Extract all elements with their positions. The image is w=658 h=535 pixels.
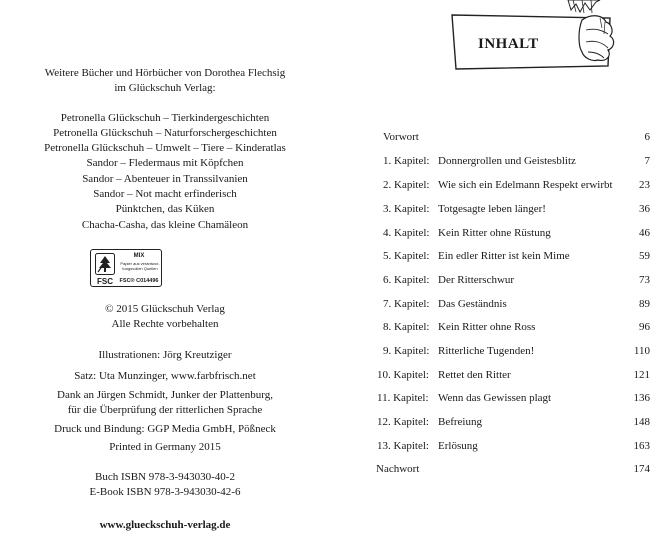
toc-row[interactable] <box>330 319 650 335</box>
toc-chapter: 6. Kapitel: <box>383 274 430 286</box>
book-title: Sandor – Fledermaus mit Köpfchen <box>86 157 244 169</box>
toc-chapter: 4. Kapitel: <box>383 227 430 239</box>
toc-page: 59 <box>639 250 650 262</box>
toc-chapter: 12. Kapitel: <box>377 416 429 428</box>
toc-page: 163 <box>633 440 650 452</box>
toc-title: Rettet den Ritter <box>438 369 511 381</box>
credit-line: Dank an Jürgen Schmidt, Junker der Plattenburg, <box>57 389 273 401</box>
isbn-line: Buch ISBN 978-3-943030-40-2 <box>95 471 235 483</box>
toc-row[interactable] <box>330 225 650 241</box>
toc-page: 174 <box>633 463 650 475</box>
toc-chapter: 7. Kapitel: <box>383 298 430 310</box>
copyright-line: © 2015 Glückschuh Verlag <box>105 303 225 315</box>
toc-title: Ritterliche Tugenden! <box>438 345 535 357</box>
toc-chapter: 11. Kapitel: <box>377 392 429 404</box>
fsc-text-line: tungsvollen Quellen <box>122 266 158 271</box>
credit-line: Illustrationen: Jörg Kreutziger <box>98 349 232 361</box>
credit-line: für die Überprüfung der ritterlichen Sprache <box>67 404 263 416</box>
book-title: Sandor – Not macht erfinderisch <box>93 188 237 200</box>
toc-title: Vorwort <box>383 131 419 143</box>
toc-title: Nachwort <box>376 463 420 475</box>
toc-page: 148 <box>633 416 650 428</box>
toc-row[interactable] <box>330 390 650 406</box>
toc-row[interactable] <box>330 414 650 430</box>
isbn-line: E-Book ISBN 978-3-943030-42-6 <box>89 486 241 498</box>
toc-title: Totgesagte leben länger! <box>438 203 546 215</box>
toc-chapter: 3. Kapitel: <box>383 203 430 215</box>
toc-title: Kein Ritter ohne Rüstung <box>438 227 551 239</box>
fsc-text-line: Papier aus verantwor- <box>120 261 160 266</box>
book-title: Petronella Glückschuh – Naturforschergeschichten <box>53 127 277 139</box>
website-link[interactable]: www.glueckschuh-verlag.de <box>99 519 231 531</box>
book-title: Petronella Glückschuh – Umwelt – Tiere – Kinderatlas <box>44 142 286 154</box>
toc-row[interactable] <box>330 248 650 264</box>
right-page <box>330 0 658 535</box>
book-title: Petronella Glückschuh – Tierkindergeschichten <box>60 112 270 124</box>
fsc-code: FSC® C014496 <box>119 278 159 284</box>
toc-page: 46 <box>639 227 650 239</box>
toc-row[interactable] <box>330 296 650 312</box>
toc-title: Wenn das Gewissen plagt <box>438 392 552 404</box>
toc-row[interactable] <box>330 272 650 288</box>
toc-title: Der Ritterschwur <box>438 274 515 286</box>
toc-row[interactable] <box>330 201 650 217</box>
credit-line: Druck und Bindung: GGP Media GmbH, Pößneck <box>54 423 276 435</box>
toc-page: 110 <box>633 345 650 357</box>
toc-row[interactable] <box>330 153 650 169</box>
toc-title: Wie sich ein Edelmann Respekt erwirbt <box>438 179 613 191</box>
toc-row[interactable] <box>330 343 650 359</box>
credit-line: Printed in Germany 2015 <box>109 441 221 453</box>
toc-row[interactable] <box>330 461 650 477</box>
toc-title: Ein edler Ritter ist kein Mime <box>438 250 570 262</box>
fsc-text <box>119 261 161 271</box>
book-title: Sandor – Abenteuer in Transsilvanien <box>82 173 248 185</box>
toc-row[interactable] <box>330 438 650 454</box>
toc-page: 136 <box>633 392 650 404</box>
intro-line: im Glückschuh Verlag: <box>114 82 216 94</box>
toc-title: Donnergrollen und Geistesblitz <box>438 155 576 167</box>
toc-chapter: 13. Kapitel: <box>377 440 429 452</box>
toc-title: Kein Ritter ohne Ross <box>438 321 536 333</box>
toc-chapter: 9. Kapitel: <box>383 345 430 357</box>
toc-page: 121 <box>633 369 650 381</box>
toc-page: 89 <box>639 298 650 310</box>
toc-chapter: 5. Kapitel: <box>383 250 430 262</box>
toc-title: Befreiung <box>438 416 482 428</box>
toc-row[interactable] <box>330 367 650 383</box>
fsc-logo <box>90 249 162 287</box>
toc-title: Das Geständnis <box>438 298 507 310</box>
fsc-label: FSC <box>97 277 113 286</box>
book-title: Chacha-Casha, das kleine Chamäleon <box>81 219 249 231</box>
toc-page: 36 <box>639 203 650 215</box>
toc-title: Erlösung <box>438 440 478 452</box>
fsc-tree-icon <box>95 253 115 275</box>
book-title: Pünktchen, das Küken <box>115 203 215 215</box>
copyright-line: Alle Rechte vorbehalten <box>111 318 219 330</box>
toc-page: 23 <box>639 179 650 191</box>
credit-line: Satz: Uta Munzinger, www.farbfrisch.net <box>74 370 256 382</box>
toc-page: 73 <box>639 274 650 286</box>
toc-chapter: 2. Kapitel: <box>383 179 430 191</box>
toc-row[interactable] <box>330 177 650 193</box>
toc-chapter: 1. Kapitel: <box>383 155 430 167</box>
toc-row[interactable] <box>330 129 650 145</box>
contents-title: INHALT <box>478 36 539 52</box>
fsc-mix: MIX <box>133 253 145 259</box>
toc-chapter: 8. Kapitel: <box>383 321 430 333</box>
toc-page: 96 <box>639 321 650 333</box>
toc-page: 6 <box>644 131 650 143</box>
toc-chapter: 10. Kapitel: <box>377 369 429 381</box>
toc-page: 7 <box>644 155 650 167</box>
intro-line: Weitere Bücher und Hörbücher von Dorothea Flechsig <box>44 67 286 79</box>
